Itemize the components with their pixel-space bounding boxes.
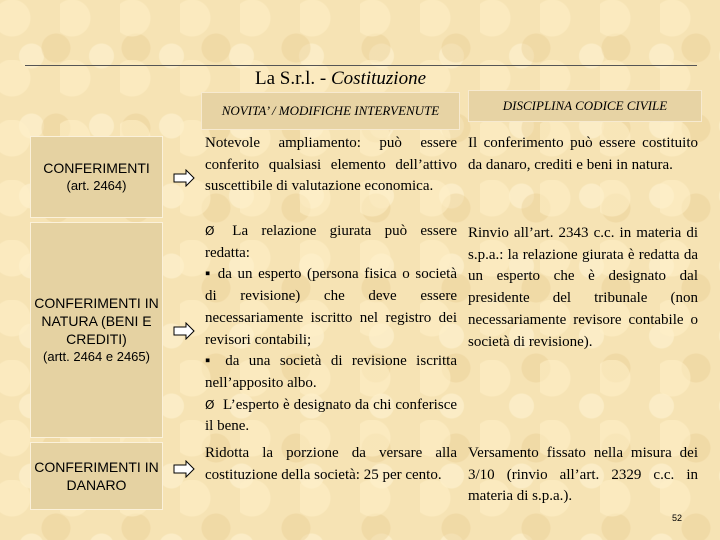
label-box-conferimenti [30,136,163,218]
row-label: CONFERIMENTI IN DANARO [34,459,159,493]
arrow-bullet-icon: Ø [205,224,215,238]
square-bullet-icon: ▪ [205,266,213,283]
row-ref: (artt. 2464 e 2465) [43,349,150,364]
page-number: 52 [672,513,683,523]
header-novita: NOVITA’ / MODIFICHE INTERVENUTE [201,92,460,130]
row-ref: (art. 2464) [66,178,127,193]
disciplina-text: Versamento fissato nella misura dei 3/10 (rinvio all’art. 2329 c.c. in materia di s.p.a.). [468,445,698,505]
arrow-icon [173,322,195,340]
row-label: CONFERIMENTI [43,160,150,176]
label-box-conferimenti-natura [30,222,163,438]
arrow-icon [173,169,195,187]
arrow-bullet-icon: Ø [205,397,215,412]
square-bullet-icon: ▪ [205,353,216,370]
arrow-icon [173,460,195,478]
disciplina-text: Il conferimento può essere costituito da danaro, crediti e beni in natura. [468,135,698,173]
label-box-conferimenti-danaro [30,442,163,510]
disciplina-text: Rinvio all’art. 2343 c.c. in materia di s.p.a.: la relazione giurata è redatta da un esperto che è designato dal presidente del tribunale (non necessariamente revisore contabile o società di revisione). [468,225,698,350]
page-title: La S.r.l. - Costituzione [255,68,427,89]
row-label: CONFERIMENTI IN NATURA (BENI E CREDITI) [34,295,159,347]
header-disciplina: DISCIPLINA CODICE CIVILE [468,90,702,122]
novita-text: Notevole ampliamento: può essere conferito qualsiasi elemento dell’attivo suscettibile di valutazione economica. [205,135,457,195]
novita-text: Ridotta la porzione da versare alla costituzione della società: 25 per cento. [205,445,457,483]
novita-text: Ø La relazione giurata può essere redatta: ▪ da un esperto (persona fisica o società di revisione) che deve essere necessariamente iscritto nel registro dei revisori contabili; ▪ da una società di revisione iscritta nell’apposito albo. Ø L’esperto è designato da chi conferisce il bene. [205,223,458,435]
